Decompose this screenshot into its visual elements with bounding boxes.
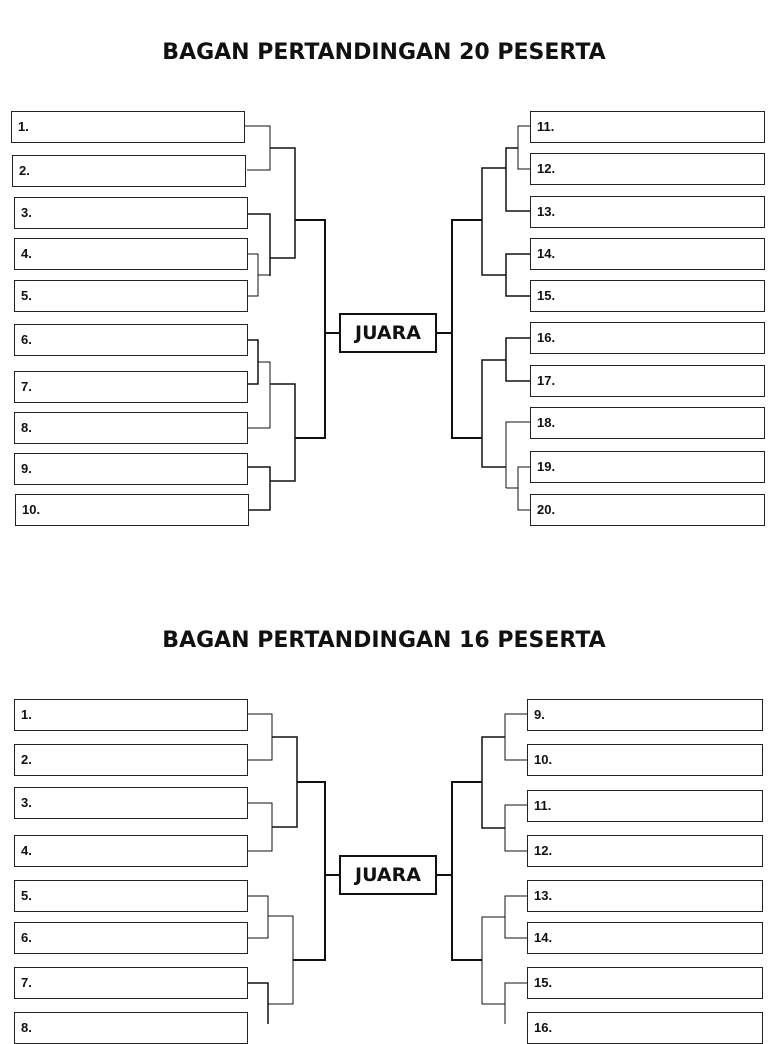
participant-slot[interactable]: 7. — [14, 967, 248, 999]
participant-slot[interactable]: 18. — [530, 407, 765, 439]
connector-line — [482, 360, 506, 467]
connector-line — [506, 148, 530, 211]
participant-slot[interactable]: 8. — [14, 1012, 248, 1044]
connector-line — [518, 126, 530, 169]
champion-box[interactable]: JUARA — [339, 313, 437, 353]
participant-slot[interactable]: 10. — [527, 744, 763, 776]
connector-line — [506, 254, 530, 296]
connector-line — [452, 220, 482, 438]
participant-slot[interactable]: 19. — [530, 451, 765, 483]
participant-slot[interactable]: 2. — [12, 155, 246, 187]
champion-box[interactable]: JUARA — [339, 855, 437, 895]
connector-line — [270, 148, 295, 258]
connector-line — [245, 126, 270, 170]
connector-line — [248, 340, 258, 384]
connector-line — [518, 467, 530, 510]
connector-line — [248, 362, 270, 428]
participant-slot[interactable]: 7. — [14, 371, 248, 403]
participant-slot[interactable]: 12. — [530, 153, 765, 185]
connector-line — [268, 916, 293, 1004]
participant-slot[interactable]: 1. — [14, 699, 248, 731]
participant-slot[interactable]: 16. — [530, 322, 765, 354]
participant-slot[interactable]: 9. — [527, 699, 763, 731]
participant-slot[interactable]: 13. — [527, 880, 763, 912]
connector-line — [248, 714, 272, 760]
participant-slot[interactable]: 10. — [15, 494, 249, 526]
connector-line — [505, 896, 527, 938]
connector-line — [505, 983, 527, 1024]
bracket-20-title: BAGAN PERTANDINGAN 20 PESERTA — [162, 40, 606, 65]
connector-line — [248, 803, 272, 851]
connector-line — [248, 214, 270, 276]
participant-slot[interactable]: 5. — [14, 280, 248, 312]
participant-slot[interactable]: 17. — [530, 365, 765, 397]
participant-slot[interactable]: 20. — [530, 494, 765, 526]
participant-slot[interactable]: 3. — [14, 787, 248, 819]
participant-slot[interactable]: 11. — [527, 790, 763, 822]
participant-slot[interactable]: 6. — [14, 922, 248, 954]
connector-line — [272, 737, 297, 827]
connector-line — [270, 384, 295, 481]
connector-line — [452, 782, 482, 960]
connector-line — [505, 805, 527, 851]
connector-line — [506, 422, 530, 488]
participant-slot[interactable]: 11. — [530, 111, 765, 143]
participant-slot[interactable]: 12. — [527, 835, 763, 867]
connector-line — [505, 714, 527, 760]
participant-slot[interactable]: 16. — [527, 1012, 763, 1044]
connector-line — [248, 896, 268, 938]
connector-line — [482, 168, 506, 275]
connector-line — [248, 983, 268, 1024]
participant-slot[interactable]: 4. — [14, 835, 248, 867]
participant-slot[interactable]: 9. — [14, 453, 248, 485]
participant-slot[interactable]: 13. — [530, 196, 765, 228]
participant-slot[interactable]: 2. — [14, 744, 248, 776]
participant-slot[interactable]: 6. — [14, 324, 248, 356]
participant-slot[interactable]: 3. — [14, 197, 248, 229]
bracket-16-title: BAGAN PERTANDINGAN 16 PESERTA — [162, 628, 606, 653]
connector-line — [295, 220, 325, 438]
connector-line — [293, 782, 325, 960]
participant-slot[interactable]: 8. — [14, 412, 248, 444]
connector-line — [506, 338, 530, 381]
connector-line — [248, 467, 270, 510]
connector-line — [482, 737, 505, 828]
connector-line — [482, 917, 505, 1004]
connector-line — [248, 254, 258, 296]
participant-slot[interactable]: 15. — [530, 280, 765, 312]
participant-slot[interactable]: 1. — [11, 111, 245, 143]
participant-slot[interactable]: 14. — [527, 922, 763, 954]
participant-slot[interactable]: 4. — [14, 238, 248, 270]
participant-slot[interactable]: 5. — [14, 880, 248, 912]
participant-slot[interactable]: 15. — [527, 967, 763, 999]
participant-slot[interactable]: 14. — [530, 238, 765, 270]
